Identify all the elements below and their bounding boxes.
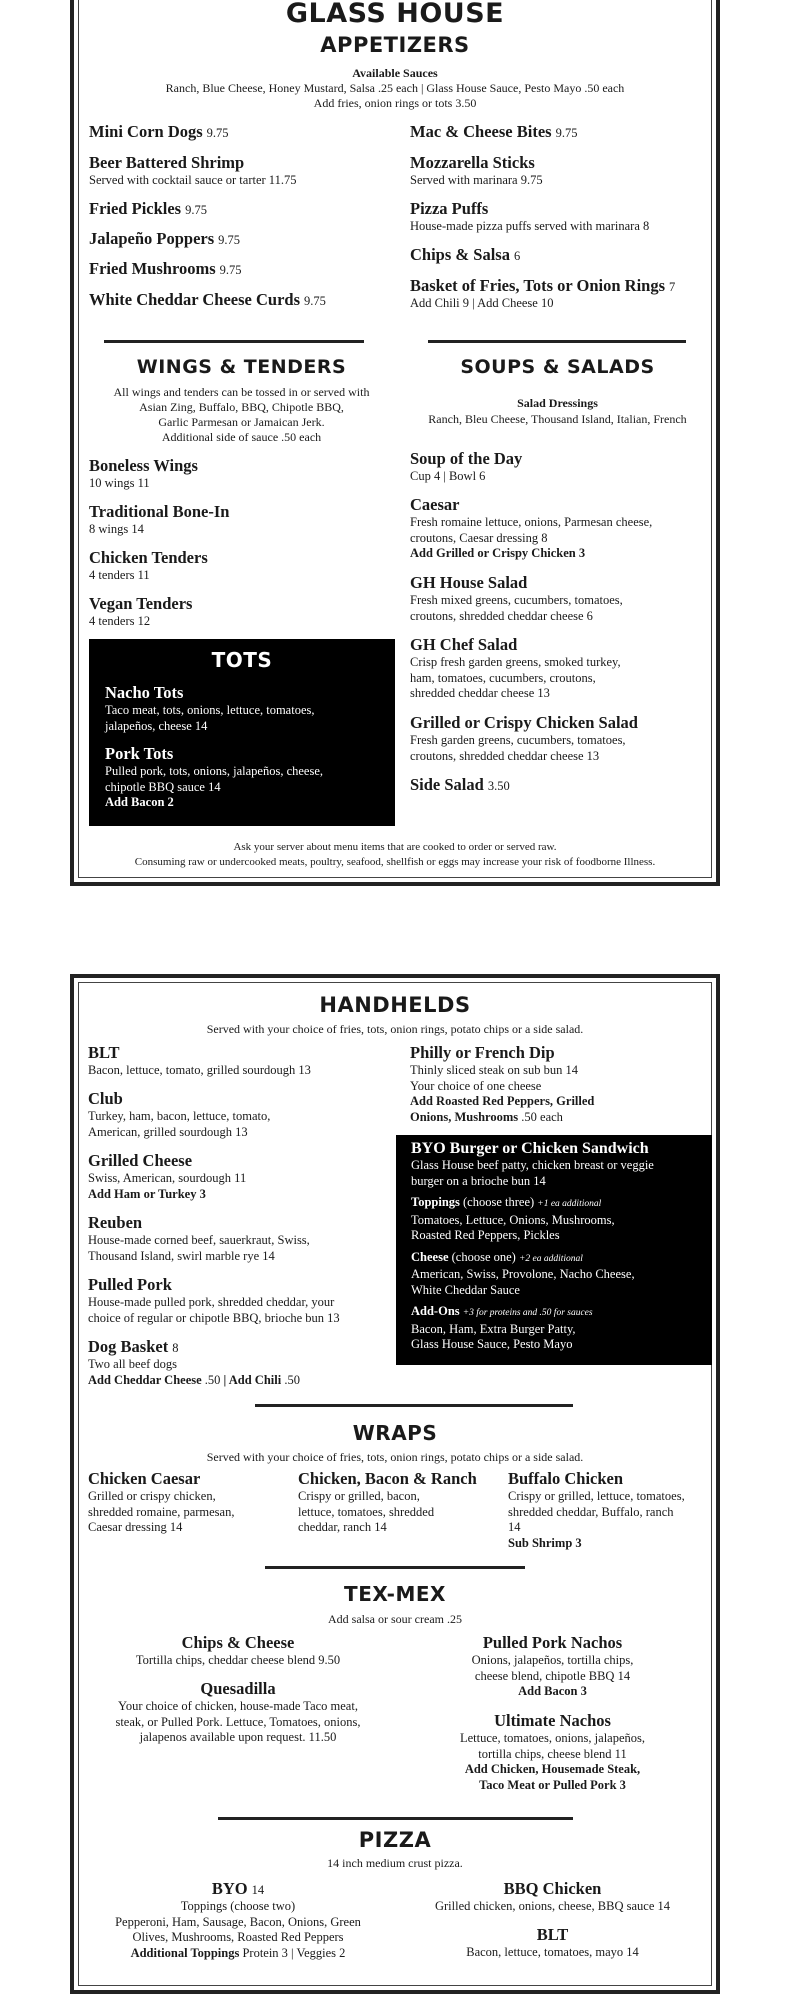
- item-name: Vegan Tenders: [89, 594, 193, 613]
- item-price: 9.75: [206, 126, 229, 140]
- item-desc: American, Swiss, Provolone, Nacho Cheese,: [411, 1267, 635, 1281]
- menu-item: [89, 594, 192, 630]
- item-desc: Fresh garden greens, cucumbers, tomatoes,: [410, 733, 626, 747]
- byo-cheese-title: [411, 1250, 704, 1268]
- menu-item: [298, 1469, 477, 1536]
- item-desc: Two all beef dogs: [88, 1357, 178, 1371]
- item-extra: Additional Toppings: [130, 1945, 240, 1960]
- item-desc: American, grilled sourdough 13: [88, 1124, 248, 1139]
- item-desc: Thousand Island, swirl marble rye 14: [88, 1248, 275, 1263]
- item-desc: burger on a brioche bun 14: [411, 1173, 546, 1188]
- item-desc: Bacon, lettuce, tomato, grilled sourdough 13: [88, 1063, 311, 1077]
- byo-toppings-title: [411, 1195, 704, 1213]
- item-desc: Glass House beef patty, chicken breast or veggie: [411, 1158, 654, 1172]
- appetizers-heading: APPETIZERS: [320, 33, 470, 57]
- item-name: Chicken Tenders: [89, 548, 208, 567]
- pizza-intro: 14 inch medium crust pizza.: [327, 1856, 463, 1870]
- menu-item: [410, 153, 543, 189]
- menu-item: [410, 449, 522, 485]
- menu-item: [410, 1043, 594, 1125]
- item-desc: 10 wings 11: [89, 476, 150, 490]
- item-extra: Add Ham or Turkey 3: [88, 1186, 206, 1201]
- pizza-heading: PIZZA: [358, 1828, 432, 1852]
- item-desc: Grilled chicken, onions, cheese, BBQ sauce 14: [434, 1899, 670, 1913]
- item-desc: lettuce, tomatoes, shredded: [298, 1504, 435, 1519]
- item-name: Side Salad: [410, 775, 484, 794]
- menu-item: [508, 1469, 685, 1551]
- item-name: Chicken Caesar: [88, 1469, 201, 1488]
- menu-item: [88, 1275, 340, 1326]
- item-desc: 4 tenders 11: [89, 568, 150, 582]
- item-desc: 14: [508, 1520, 521, 1534]
- item-desc: croutons, shredded cheddar cheese 13: [410, 748, 600, 763]
- item-desc: 4 tenders 12: [89, 614, 151, 628]
- addon-price: .50: [204, 1372, 221, 1387]
- item-name: GH Chef Salad: [410, 635, 518, 654]
- item-desc: Caesar dressing 14: [88, 1520, 183, 1534]
- menu-item: [88, 1679, 388, 1746]
- item-extra: Onions, Mushrooms: [410, 1109, 519, 1124]
- item-desc: Served with marinara 9.75: [410, 173, 543, 187]
- item-name: Dog Basket: [88, 1337, 169, 1356]
- item-desc: shredded cheddar cheese 13: [410, 686, 550, 700]
- handhelds-intro: Served with your choice of fries, tots, onion rings, potato chips or a side salad.: [206, 1022, 584, 1036]
- item-desc: 8 wings 14: [89, 522, 144, 536]
- byo-choice: (choose three): [463, 1195, 535, 1209]
- item-desc: Fresh romaine lettuce, onions, Parmesan cheese,: [410, 515, 653, 529]
- item-price: 8: [172, 1341, 179, 1355]
- item-price: 9.75: [185, 203, 207, 217]
- menu-item: [400, 1711, 705, 1793]
- item-extra: Add Bacon 2: [105, 795, 174, 809]
- item-name: Nacho Tots: [105, 683, 184, 702]
- byo-label: Cheese: [411, 1249, 449, 1264]
- item-desc: Olives, Mushrooms, Roasted Red Peppers: [132, 1930, 344, 1944]
- item-extra-line: [410, 1110, 594, 1126]
- item-extra: Taco Meat or Pulled Pork 3: [479, 1777, 626, 1792]
- item-desc: Your choice of one cheese: [410, 1078, 542, 1093]
- item-desc: croutons, Caesar dressing 8: [410, 530, 548, 545]
- item-desc: cheese blend, chipotle BBQ 14: [474, 1668, 631, 1683]
- item-desc: chipotle BBQ sauce 14: [105, 779, 221, 794]
- byo-addons-title: [411, 1304, 704, 1322]
- footer-line: Consuming raw or undercooked meats, poultry, seafood, shellfish or eggs may increase your risk of foodborne Illness.: [134, 856, 656, 868]
- item-price: 9.75: [555, 126, 578, 140]
- handhelds-heading: HANDHELDS: [319, 993, 471, 1017]
- item-name: Caesar: [410, 495, 460, 514]
- sauces-line: Ranch, Blue Cheese, Honey Mustard, Salsa .25 each | Glass House Sauce, Pesto Mayo .50 each: [165, 81, 625, 95]
- menu-item: [410, 199, 649, 235]
- item-desc: croutons, shredded cheddar cheese 6: [410, 608, 593, 623]
- addon-price: .50: [284, 1372, 300, 1387]
- item-name: BYO: [211, 1879, 248, 1898]
- item-name: Philly or French Dip: [410, 1043, 555, 1062]
- wraps-heading: WRAPS: [352, 1421, 438, 1445]
- item-name: Beer Battered Shrimp: [89, 153, 245, 172]
- menu-item: [88, 1089, 270, 1140]
- item-extra-text: Protein 3 | Veggies 2: [242, 1945, 346, 1960]
- section-divider: [218, 1817, 573, 1820]
- item-desc: Taco meat, tots, onions, lettuce, tomatoes,: [105, 703, 315, 717]
- item-name: Chips & Salsa: [410, 245, 510, 264]
- item-desc: Tomatoes, Lettuce, Onions, Mushrooms,: [411, 1212, 615, 1227]
- item-desc: Crispy or grilled, bacon,: [298, 1489, 420, 1503]
- dog-addons: Add Cheddar Cheese .50 | Add Chili .50: [88, 1372, 300, 1387]
- item-desc: tortilla chips, cheese blend 11: [478, 1746, 627, 1761]
- section-divider: [255, 1404, 573, 1407]
- byo-note: +2 ea additional: [518, 1253, 583, 1264]
- menu-item: [410, 276, 675, 312]
- item-extra: Add Bacon 3: [518, 1684, 587, 1698]
- item-extra: Sub Shrimp 3: [508, 1535, 582, 1550]
- item-desc: Pulled pork, tots, onions, jalapeños, cheese,: [105, 764, 324, 778]
- menu-item: [89, 199, 207, 219]
- menu-item: [88, 1213, 310, 1264]
- menu-item: [89, 122, 229, 142]
- wings-intro-line: Additional side of sauce .50 each: [161, 430, 322, 444]
- footer-line: Ask your server about menu items that are cooked to order or served raw.: [233, 841, 557, 853]
- item-desc: House-made corned beef, sauerkraut, Swiss,: [88, 1233, 310, 1247]
- item-name: Basket of Fries, Tots or Onion Rings: [410, 276, 666, 295]
- menu-item: [89, 153, 296, 189]
- item-name: Pulled Pork: [88, 1275, 172, 1294]
- item-desc: Turkey, ham, bacon, lettuce, tomato,: [88, 1109, 271, 1123]
- addon-label: Add Cheddar Cheese: [88, 1372, 202, 1387]
- dressings-title: Salad Dressings: [517, 396, 598, 410]
- item-name: Reuben: [88, 1213, 143, 1232]
- menu-item: [105, 683, 315, 734]
- menu-item: [410, 245, 520, 265]
- available-sauces-title: Available Sauces: [352, 66, 438, 80]
- soups-heading: SOUPS & SALADS: [460, 356, 655, 378]
- item-price: 7: [669, 280, 676, 294]
- section-divider: [104, 340, 364, 343]
- item-name: GH House Salad: [410, 573, 528, 592]
- item-name: Grilled or Crispy Chicken Salad: [410, 713, 638, 732]
- item-name: Mini Corn Dogs: [89, 122, 203, 141]
- byo-label: Add-Ons: [411, 1304, 460, 1318]
- wings-intro-line: All wings and tenders can be tossed in or served with: [113, 385, 370, 399]
- menu-item: [410, 775, 510, 795]
- menu-item: [105, 744, 323, 811]
- item-desc: cheddar, ranch 14: [298, 1520, 387, 1534]
- item-desc: Toppings (choose two): [180, 1899, 296, 1913]
- item-name: Pulled Pork Nachos: [482, 1633, 623, 1652]
- item-desc: Bacon, lettuce, tomatoes, mayo 14: [466, 1945, 639, 1959]
- menu-item: [400, 1925, 705, 1961]
- menu-item: [88, 1337, 300, 1388]
- item-name: Mozzarella Sticks: [410, 153, 535, 172]
- item-desc: Crisp fresh garden greens, smoked turkey,: [410, 655, 621, 669]
- item-desc: Bacon, Ham, Extra Burger Patty,: [411, 1321, 576, 1336]
- item-name: Fried Pickles: [89, 199, 182, 218]
- item-desc: shredded romaine, parmesan,: [88, 1504, 235, 1519]
- item-desc: Crispy or grilled, lettuce, tomatoes,: [508, 1489, 685, 1503]
- wings-heading: WINGS & TENDERS: [136, 356, 347, 378]
- item-desc: White Cheddar Sauce: [411, 1282, 520, 1297]
- menu-item: [89, 456, 198, 492]
- wings-intro: [89, 385, 394, 445]
- menu-item: [89, 548, 208, 584]
- item-price: 6: [513, 249, 521, 263]
- item-desc: Glass House Sauce, Pesto Mayo: [411, 1337, 573, 1351]
- item-desc: House-made pulled pork, shredded cheddar, your: [88, 1295, 335, 1309]
- menu-item: [88, 1633, 388, 1669]
- byo-choice: (choose one): [451, 1249, 516, 1264]
- item-price: 9.75: [218, 233, 241, 247]
- wings-intro-line: Garlic Parmesan or Jamaican Jerk.: [158, 415, 325, 429]
- byo-note: +3 for proteins and .50 for sauces: [462, 1308, 593, 1318]
- item-desc: Tortilla chips, cheddar cheese blend 9.50: [135, 1653, 341, 1667]
- item-desc: jalapenos available upon request. 11.50: [139, 1730, 337, 1744]
- section-divider: [265, 1566, 525, 1569]
- byo-label: Toppings: [411, 1195, 460, 1209]
- dressings-list: Ranch, Bleu Cheese, Thousand Island, Italian, French: [428, 412, 687, 426]
- item-name: Ultimate Nachos: [494, 1711, 611, 1730]
- item-desc: Lettuce, tomatoes, onions, jalapeños,: [459, 1731, 646, 1745]
- item-desc: shredded cheddar, Buffalo, ranch: [508, 1504, 674, 1519]
- item-desc: Swiss, American, sourdough 11: [88, 1171, 247, 1185]
- item-desc: Your choice of chicken, house-made Taco meat,: [118, 1699, 358, 1713]
- tots-box: [89, 639, 395, 826]
- item-desc: Fresh mixed greens, cucumbers, tomatoes,: [410, 593, 623, 607]
- item-extra: Add Grilled or Crispy Chicken 3: [410, 546, 586, 560]
- item-desc: choice of regular or chipotle BBQ, brioche bun 13: [88, 1310, 340, 1325]
- item-desc: Cup 4 | Bowl 6: [410, 469, 486, 483]
- item-price: 3.50: [487, 779, 510, 793]
- menu-item: [88, 1879, 388, 1961]
- section-divider: [428, 340, 686, 343]
- menu-item: [89, 259, 242, 279]
- item-name: Soup of the Day: [410, 449, 523, 468]
- item-name: BLT: [88, 1043, 120, 1062]
- item-extra: Add Chicken, Housemade Steak,: [464, 1762, 641, 1776]
- item-price: 9.75: [304, 294, 326, 308]
- menu-item: [89, 502, 229, 538]
- byo-note: +1 ea additional: [537, 1199, 602, 1209]
- item-name: Buffalo Chicken: [508, 1469, 624, 1488]
- menu-item: [88, 1469, 234, 1536]
- item-extra-line: [88, 1946, 388, 1962]
- restaurant-title: GLASS HOUSE: [285, 0, 505, 29]
- tots-heading: TOTS: [211, 648, 273, 672]
- item-name: Fried Mushrooms: [89, 259, 216, 278]
- texmex-heading: TEX-MEX: [344, 1582, 446, 1606]
- item-name: BLT: [536, 1925, 569, 1944]
- item-desc: House-made pizza puffs served with marinara 8: [410, 219, 650, 233]
- menu-item: [410, 713, 638, 764]
- item-desc: steak, or Pulled Pork. Lettuce, Tomatoes, onions,: [115, 1714, 361, 1729]
- item-desc: Thinly sliced steak on sub bun 14: [410, 1063, 579, 1077]
- item-name: Chicken, Bacon & Ranch: [298, 1469, 477, 1488]
- item-name: Pork Tots: [105, 744, 174, 763]
- menu-item: [400, 1879, 705, 1915]
- item-price: 9.75: [219, 263, 242, 277]
- item-extra-price: .50 each: [521, 1109, 563, 1124]
- item-desc: Roasted Red Peppers, Pickles: [411, 1228, 560, 1242]
- item-price: 14: [251, 1883, 265, 1897]
- menu-item: [89, 229, 240, 249]
- item-desc: Add Chili 9 | Add Cheese 10: [410, 296, 554, 310]
- item-extra: Add Roasted Red Peppers, Grilled: [410, 1094, 595, 1108]
- addon-label: Add Chili: [228, 1372, 282, 1387]
- item-name: Mac & Cheese Bites: [410, 122, 552, 141]
- item-name: Club: [88, 1089, 123, 1108]
- item-name: Quesadilla: [200, 1679, 276, 1698]
- item-desc: Onions, jalapeños, tortilla chips,: [471, 1653, 634, 1667]
- menu-item: [89, 290, 326, 310]
- wings-intro-line: Asian Zing, Buffalo, BBQ, Chipotle BBQ,: [139, 400, 344, 414]
- item-name: Jalapeño Poppers: [89, 229, 215, 248]
- item-name: Grilled Cheese: [88, 1151, 193, 1170]
- item-desc: jalapeños, cheese 14: [105, 718, 208, 733]
- addons-line: Add fries, onion rings or tots 3.50: [313, 96, 477, 110]
- texmex-intro: Add salsa or sour cream .25: [328, 1612, 462, 1626]
- menu-item: [88, 1151, 246, 1202]
- byo-content: [411, 1140, 704, 1353]
- item-name: Traditional Bone-In: [89, 502, 230, 521]
- wraps-intro: Served with your choice of fries, tots, onion rings, potato chips or a side salad.: [206, 1450, 584, 1464]
- menu-item: [400, 1633, 705, 1700]
- item-desc: Grilled or crispy chicken,: [88, 1489, 216, 1503]
- item-name: Boneless Wings: [89, 456, 198, 475]
- item-name: White Cheddar Cheese Curds: [89, 290, 300, 309]
- item-desc: Served with cocktail sauce or tarter 11.75: [89, 173, 297, 187]
- menu-item: [410, 495, 652, 562]
- menu-item: [410, 635, 621, 702]
- item-desc: ham, tomatoes, cucumbers, croutons,: [410, 670, 596, 685]
- byo-box: [396, 1135, 712, 1365]
- menu-item: [410, 122, 577, 142]
- menu-item: [410, 573, 623, 624]
- item-name: BYO Burger or Chicken Sandwich: [411, 1140, 649, 1157]
- item-desc: Pepperoni, Ham, Sausage, Bacon, Onions, Green: [115, 1914, 361, 1929]
- item-name: Chips & Cheese: [181, 1633, 295, 1652]
- item-name: BBQ Chicken: [503, 1879, 602, 1898]
- menu-item: [88, 1043, 311, 1079]
- item-name: Pizza Puffs: [410, 199, 489, 218]
